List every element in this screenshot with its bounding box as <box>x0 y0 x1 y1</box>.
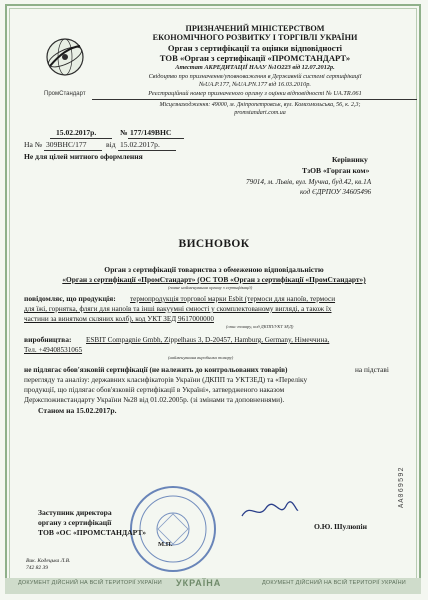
org-note: (повне найменування органу з сертифікації) <box>168 285 253 290</box>
org-full-name: «Орган з сертифікації «ПромСтандарт» (ОС ТОВ «Орган з сертифікації «ПромСтандарт») <box>62 275 366 284</box>
promstandart-logo-icon <box>44 36 86 78</box>
basis-line-2: перегляду та аналізу: державних класифікаторів України (ДКПП та УКТЗЕД) та «Переліку <box>24 375 308 384</box>
maker-line-2: Тел. +49408531065 <box>24 346 83 354</box>
document-title: ВИСНОВОК <box>178 238 250 250</box>
product-line-3: частини за винятком скляних колб), код УКТ ЗЕД 9617000000 <box>24 315 214 323</box>
certificate-line-2: №UA.P.177, №UA.PN.177 від 16.03.2010р. <box>199 81 311 88</box>
address-line-1: Місцезнаходження: 49000, м. Дніпропетровськ, вул. Комсомольська, 56, к. 2,3; <box>159 102 361 108</box>
recipient-edrpou: код ЄДРПОУ 34605496 <box>300 188 372 196</box>
certificate-line-1: Свідоцтво про призначення/уповноваження в Державній системі сертифікації <box>148 73 362 80</box>
org-line-1: Орган з сертифікації та оцінки відповідності <box>167 43 343 53</box>
document-number: 177/149ВНС <box>130 128 172 137</box>
header-divider <box>92 99 417 100</box>
basis-line-3: продукції, що підлягає обов'язковій сертифікації в Україні», затвердженого наказом <box>24 385 285 394</box>
serial-number: АА069592 <box>398 466 406 508</box>
product-line-2: для їжі, горнятка, фляги для напоїв та інші вакуумні ємності у скомплектованому вигляді, а також їх <box>24 305 332 313</box>
as-of-date: Станом на 15.02.2017р. <box>38 406 117 415</box>
signatory-title-3: ТОВ «ОС «ПРОМСТАНДАРТ» <box>38 528 147 537</box>
document-date: 15.02.2017р. <box>56 128 97 137</box>
recipient-role: Керівнику <box>332 155 368 164</box>
org-line-2: ТОВ «Орган з сертифікації «ПРОМСТАНДАРТ» <box>159 53 351 63</box>
executor-phone: 742 82 39 <box>26 565 48 571</box>
accreditation-line: Атестат АКРЕДИТАЦІЇ НААУ №1О223 від 12.07.2012р. <box>175 64 335 71</box>
stamp-placeholder: М.П. <box>158 541 173 548</box>
footer-left-text: ДОКУМЕНТ ДІЙСНИЙ НА ВСІЙ ТЕРИТОРІЇ УКРАЇНИ <box>18 580 162 586</box>
signature-icon <box>240 500 300 522</box>
recipient-address: 79014, м. Львів, вул. Мучна, буд.42, кв.1А <box>246 178 372 186</box>
certificate-page: ПромСтандарт ПРИЗНАЧЕНИЙ МІНІСТЕРСТВОМ ЕКОНОМІЧНОГО РОЗВИТКУ І ТОРГІВЛІ УКРАЇНИ Орган з сертифікації та оцінки відповідності ТОВ «Орган з сертифікації «ПРОМСТАНДАРТ» Атестат АКРЕДИТАЦІЇ НААУ №1О223 від 12.07.2012р. Свідоцтво про призначення/уповноваження в Державній системі сертифікації №UA.P.177, №UA.PN.177 від 16.03.2010р. Реєстраційний номер призначеного органу з оцінки відповідності № UA.TR.061 Місцезнаходження: 49000, м. Дніпропетровськ, вул. Комсомольська, 56, к. 2,3; promstandart.com.ua 15.02.2017р. № 177/149ВНС На № 309ВНС/177 від 15.02.2017р. Не для цілей митного оформлення Керівнику ТзОВ «Горган ком» 79014, м. Львів, вул. Мучна, буд.42, кв.1А код ЄДРПОУ 34605496 ВИСНОВОК Орган з сертифікації товариства з обмеженою відповідальністю «Орган з сертифікації «ПромСтандарт» (ОС ТОВ «Орган з сертифікації «ПромСтандарт») (повне найменування органу з сертифікації) повідомляє, що продукція: термопродукція торгової марки Esbit (термоси для напоїв, термоси для їжі, горнятка, фляги для напоїв та інші вакуумні ємності у скомплектованому вигляді, а також їх частини за винятком скляних колб), код УКТ ЗЕД 9617000000 (опис товару, код ДКПП/УКТ ЗЕД) виробництва: ESBIT Compagnie Gmbh, Zippelhaus 3, D-20457, Hamburg, Germany, Німеччина, Тел. +49408531065 (найменування виробника товару) не підлягає обов'язковій сертифікації (не належить до контрольованих товарів) на підставі перегляду та аналізу: державних класифікаторів України (ДКПП та УКТЗЕД) та «Переліку продукції, що підлягає обов'язковій сертифікації в Україні», затвердженого наказом Держспоживстандарту України №28 від 01.02.2005р. (зі змінами та доповненнями). Станом на 15.02.2017р. Заступник директора органу з сертифікації ТОВ «ОС «ПРОМСТАНДАРТ» М.П. О.Ю. Шулюпін Вик. Кодецька Л.В. 742 82 39 АА069592 ДОКУМЕНТ ДІЙСНИЙ НА ВСІЙ ТЕРИТОРІЇ УКРАЇНИ УКРАЇНА ДОКУМЕНТ ДІЙСНИЙ НА ВСІЙ ТЕРИТОРІЇ УКРАЇНИ <box>0 0 428 600</box>
footer-center-text: УКРАЇНА <box>176 578 222 588</box>
ministry-line-1: ПРИЗНАЧЕНИЙ МІНІСТЕРСТВОМ <box>185 24 325 33</box>
recipient-company: ТзОВ «Горган ком» <box>302 166 370 175</box>
maker-label: виробництва: <box>24 335 72 344</box>
basis-line-4: Держспоживстандарту України №28 від 01.02.2005р. (зі змінами та доповненнями). <box>24 395 285 404</box>
maker-note: (найменування виробника товару) <box>168 355 234 360</box>
basis-tail: на підставі <box>355 365 389 374</box>
maker-line-1: ESBIT Compagnie Gmbh, Zippelhaus 3, D-20457, Hamburg, Germany, Німеччина, <box>86 336 330 344</box>
ref-number: 309ВНС/177 <box>46 140 87 149</box>
ref-from-label: від <box>106 140 116 149</box>
customs-note: Не для цілей митного оформлення <box>24 152 143 161</box>
ref-no-label: На № <box>24 140 42 149</box>
signatory-title-1: Заступник директора <box>38 508 112 517</box>
executor-name: Вик. Кодецька Л.В. <box>26 558 71 564</box>
logo-caption: ПромСтандарт <box>44 91 86 97</box>
not-subject-statement: не підлягає обов'язковій сертифікації (не належить до контрольованих товарів) <box>24 365 288 374</box>
footer-right-text: ДОКУМЕНТ ДІЙСНИЙ НА ВСІЙ ТЕРИТОРІЇ УКРАЇНИ <box>262 580 406 586</box>
ref-date: 15.02.2017р. <box>120 140 160 149</box>
signatory-title-2: органу з сертифікації <box>38 518 112 527</box>
registration-number-line: Реєстраційний номер призначеного органу з оцінки відповідності № UA.TR.061 <box>148 90 362 97</box>
ministry-line-2: ЕКОНОМІЧНОГО РОЗВИТКУ І ТОРГІВЛІ УКРАЇНИ <box>152 33 358 42</box>
signatory-name: О.Ю. Шулюпін <box>314 522 368 531</box>
product-line-1: термопродукція торгової марки Esbit (термоси для напоїв, термоси <box>130 295 336 303</box>
product-label: повідомляє, що продукція: <box>24 294 116 303</box>
product-note: (опис товару, код ДКПП/УКТ ЗЕД) <box>226 324 294 329</box>
address-line-2: promstandart.com.ua <box>234 110 286 116</box>
org-intro: Орган з сертифікації товариства з обмеженою відповідальністю <box>104 265 324 274</box>
